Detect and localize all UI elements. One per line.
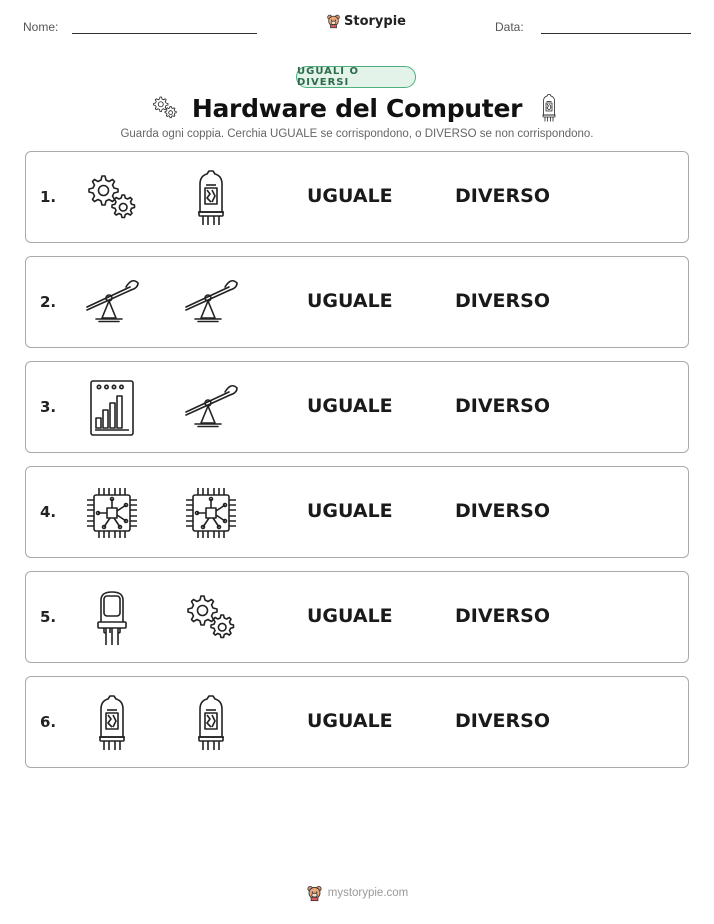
date-label: Data: (495, 20, 524, 34)
worksheet-type-badge: UGUALI O DIVERSI (296, 66, 416, 88)
option-different[interactable]: DIVERSO (455, 710, 550, 732)
seesaw-icon (82, 273, 142, 333)
question-number: 3. (40, 398, 57, 416)
vacuum-tube-icon (181, 693, 241, 753)
title-row (0, 90, 714, 126)
option-different[interactable]: DIVERSO (455, 185, 550, 207)
option-same[interactable]: UGUALE (307, 710, 393, 732)
question-number: 6. (40, 713, 57, 731)
footer (0, 884, 714, 902)
name-line[interactable] (72, 33, 257, 34)
option-same[interactable]: UGUALE (307, 185, 393, 207)
question-row (25, 151, 689, 243)
brand-name: Storypie (344, 13, 406, 29)
gears-icon (150, 93, 180, 123)
seesaw-icon (181, 273, 241, 333)
footer-url: mystorypie.com (327, 887, 409, 899)
instructions: Guarda ogni coppia. Cerchia UGUALE se corrispondono, o DIVERSO se non corrispondono. (120, 128, 594, 140)
bar-chart-card-icon (82, 378, 142, 438)
cpu-chip-icon (82, 483, 142, 543)
option-different[interactable]: DIVERSO (455, 395, 550, 417)
question-row (25, 571, 689, 663)
seesaw-icon (181, 378, 241, 438)
cpu-chip-icon (181, 483, 241, 543)
brand-logo (326, 13, 406, 29)
name-label: Nome: (23, 20, 59, 34)
page-title: Hardware del Computer (191, 93, 523, 123)
question-row (25, 676, 689, 768)
vacuum-tube-icon (181, 168, 241, 228)
vacuum-tube-icon (82, 693, 142, 753)
gears-icon (181, 588, 241, 648)
gears-icon (82, 168, 142, 228)
option-different[interactable]: DIVERSO (455, 605, 550, 627)
bear-mascot-icon (326, 13, 341, 29)
question-number: 5. (40, 608, 57, 626)
option-same[interactable]: UGUALE (307, 500, 393, 522)
question-row (25, 466, 689, 558)
question-row (25, 361, 689, 453)
option-different[interactable]: DIVERSO (455, 290, 550, 312)
option-different[interactable]: DIVERSO (455, 500, 550, 522)
question-number: 1. (40, 188, 57, 206)
option-same[interactable]: UGUALE (307, 395, 393, 417)
question-row (25, 256, 689, 348)
date-line[interactable] (541, 33, 691, 34)
question-number: 2. (40, 293, 57, 311)
vacuum-tube-icon (534, 91, 564, 125)
option-same[interactable]: UGUALE (307, 605, 393, 627)
bear-mascot-icon (306, 884, 323, 902)
led-icon (82, 588, 142, 648)
option-same[interactable]: UGUALE (307, 290, 393, 312)
question-number: 4. (40, 503, 57, 521)
